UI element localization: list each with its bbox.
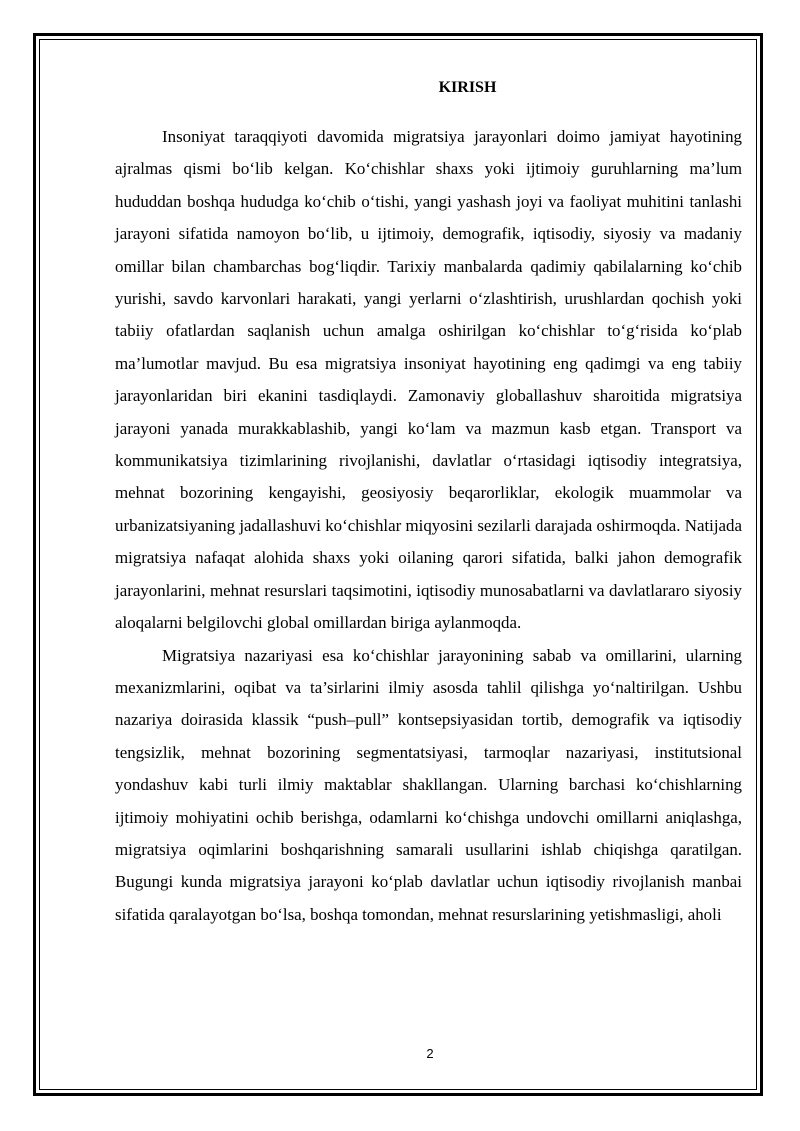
page-number: 2 <box>426 1046 434 1061</box>
document-body <box>115 72 742 931</box>
paragraph-2: Migratsiya nazariyasi esa ko‘chishlar jarayonining sabab va omillarini, ularning mexanizmlarini, oqibat va ta’sirlarini ilmiy asosda tahlil qilishga yo‘naltirilgan. Ushbu nazariya doirasida klassik “push–pull” kontsepsiyasidan tortib, demografik va iqtisodiy tengsizlik, mehnat bozorining segmentatsiyasi, tarmoqlar nazariyasi, institutsional yondashuv kabi turli ilmiy maktablar shakllangan. Ularning barchasi ko‘chishlarning ijtimoiy mohiyatini ochib berishga, odamlarni ko‘chishga undovchi omillarni aniqlashga, migratsiya oqimlarini boshqarishning samarali usullarini ishlab chiqishga qaratilgan. Bugungi kunda migratsiya jarayoni ko‘plab davlatlar uchun iqtisodiy rivojlanish manbai sifatida qaralayotgan bo‘lsa, boshqa tomondan, mehnat resurslarining yetishmasligi, aholi <box>115 645 742 924</box>
page-title: KIRISH <box>438 79 497 96</box>
paragraph-1: Insoniyat taraqqiyoti davomida migratsiya jarayonlari doimo jamiyat hayotining ajralmas qismi bo‘lib kelgan. Ko‘chishlar shaxs yoki ijtimoiy guruhlarning ma’lum hududdan boshqa hududga ko‘chib o‘tishi, yangi yashash joyi va faoliyat muhitini tanlashi jarayoni sifatida namoyon bo‘lib, u ijtimoiy, demografik, iqtisodiy, siyosiy va madaniy omillar bilan chambarchas bog‘liqdir. Tarixiy manbalarda qadimiy qabilalarning ko‘chib yurishi, savdo karvonlari harakati, yangi yerlarni o‘zlashtirish, urushlardan qochish yoki tabiiy ofatlardan saqlanish uchun amalga oshirilgan ko‘chishlar to‘g‘risida ko‘plab ma’lumotlar mavjud. Bu esa migratsiya insoniyat hayotining eng qadimgi va eng tabiiy jarayonlaridan biri ekanini tasdiqlaydi. Zamonaviy globallashuv sharoitida migratsiya jarayoni yanada murakkablashib, yangi ko‘lam va mazmun kasb etgan. Transport va kommunikatsiya tizimlarining rivojlanishi, davlatlar o‘rtasidagi iqtisodiy integratsiya, mehnat bozorining kengayishi, geosiyosiy beqarorliklar, ekologik muammolar va urbanizatsiyaning jadallashuvi ko‘chishlar miqyosini sezilarli darajada oshirmoqda. Natijada migratsiya nafaqat alohida shaxs yoki oilaning qarori sifatida, balki jahon demografik jarayonlarini, mehnat resurslari taqsimotini, iqtisodiy munosabatlarni va davlatlararo siyosiy aloqalarni belgilovchi global omillardan biriga aylanmoqda. <box>115 127 742 633</box>
